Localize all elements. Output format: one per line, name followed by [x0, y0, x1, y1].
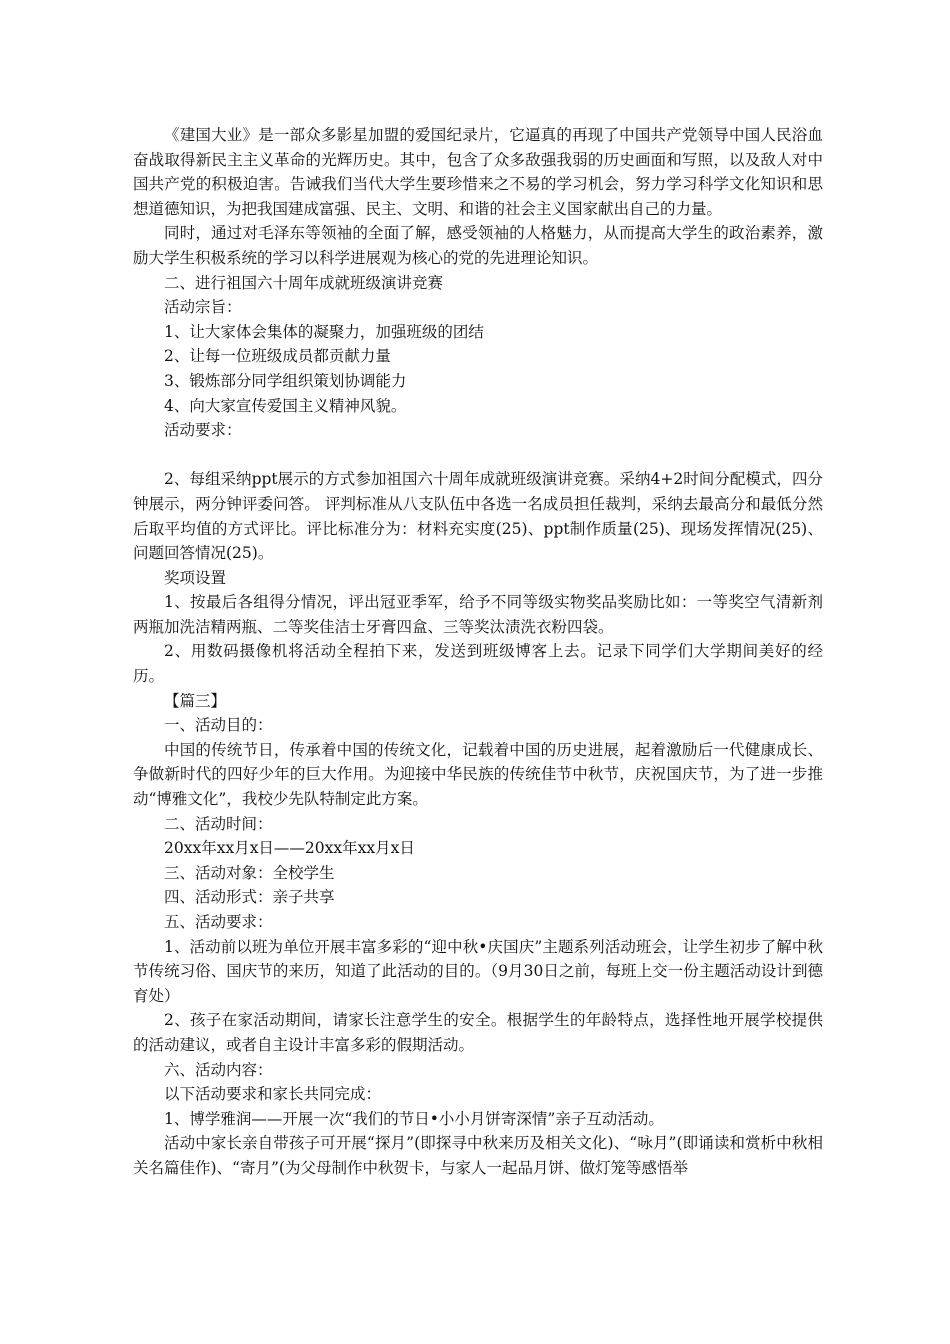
list-item: 2、孩子在家活动期间，请家长注意学生的安全。根据学生的年龄特点，选择性地开展学校提供的活动建议，或者自主设计丰富多彩的假期活动。	[133, 1011, 823, 1054]
blank-line	[133, 443, 823, 468]
paragraph: 20xx年xx月x日——20xx年xx月x日	[164, 839, 415, 858]
list-item: 3、锻炼部分同学组织策划协调能力	[164, 371, 407, 390]
list-item: 1、按最后各组得分情况，评出冠亚季军，给予不同等级实物奖品奖励比如：一等奖空气清新剂两瓶加洗洁精两瓶、二等奖佳洁士牙膏四盒、三等奖汰渍洗衣粉四袋。	[133, 593, 823, 636]
list-item: 2、用数码摄像机将活动全程拍下来，发送到班级博客上去。记录下同学们大学期间美好的经历。	[133, 642, 823, 686]
paragraph: 2、每组采纳ppt展示的方式参加祖国六十周年成就班级演讲竞赛。采纳4+2时间分配模式，四分钟展示，两分钟评委问答。 评判标准从八支队伍中各选一名成员担任裁判，采纳去最高分和最低分然后取平均值的方式评比。评比标准分为：材料充实度(25)、ppt制作质量(25)、现场发挥情况(25)、问题回答情况(25)。	[133, 470, 823, 563]
list-item: 2、让每一位班级成员都贡献力量	[164, 347, 391, 366]
section-heading: 五、活动要求：	[164, 913, 273, 931]
section-heading: 三、活动对象：全校学生	[164, 863, 335, 882]
paragraph: 活动中家长亲自带孩子可开展“探月”(即探寻中秋来历及相关文化)、“咏月”(即诵读和赏析中秋相关名篇佳作)、“寄月”(为父母制作中秋贺卡，与家人一起品月饼、做灯笼等感悟举	[133, 1134, 823, 1177]
paragraph: 中国的传统节日，传承着中国的传统文化，记载着中国的历史进展，起着激励后一代健康成长、争做新时代的四好少年的巨大作用。为迎接中华民族的传统佳节中秋节，庆祝国庆节，为了进一步推动“博雅文化”，我校少先队特制定此方案。	[133, 740, 823, 809]
list-item: 4、向大家宣传爱国主义精神风貌。	[164, 396, 407, 415]
subheading: 奖项设置	[164, 568, 227, 587]
section-heading: 一、活动目的：	[164, 716, 273, 735]
section-heading: 二、进行祖国六十周年成就班级演讲竞赛	[164, 273, 444, 292]
chapter-heading: 【篇三】	[164, 691, 227, 710]
paragraph: 《建国大业》是一部众多影星加盟的爱国纪录片，它逼真的再现了中国共产党领导中国人民浴血奋战取得新民主主义革命的光辉历史。其中，包含了众多敌强我弱的历史画面和写照，以及敌人对中国共产党的积极迫害。告诫我们当代大学生要珍惜来之不易的学习机会，努力学习科学文化知识和思想道德知识，为把我国建成富强、民主、文明、和谐的社会主义国家献出自己的力量。	[133, 126, 823, 218]
document-page	[133, 123, 823, 1181]
section-heading: 六、活动内容：	[164, 1060, 273, 1079]
paragraph: 以下活动要求和家长共同完成：	[164, 1085, 382, 1104]
section-heading: 四、活动形式：亲子共享	[164, 888, 335, 907]
subheading: 活动宗旨：	[164, 298, 242, 317]
list-item: 1、活动前以班为单位开展丰富多彩的“迎中秋•庆国庆”主题系列活动班会，让学生初步了解中秋节传统习俗、国庆节的来历，知道了此活动的目的。（9月30日之前，每班上交一份主题活动设计到德育处）	[133, 937, 823, 1005]
section-heading: 二、活动时间：	[164, 814, 273, 833]
paragraph: 同时，通过对毛泽东等领袖的全面了解，感受领袖的人格魅力，从而提高大学生的政治素养，激励大学生积极系统的学习以科学进展观为核心的党的先进理论知识。	[133, 224, 823, 267]
subheading: 活动要求：	[164, 421, 242, 440]
list-item: 1、让大家体会集体的凝聚力，加强班级的团结	[164, 322, 484, 341]
list-item: 1、博学雅润——开展一次“我们的节日•小小月饼寄深情”亲子互动活动。	[164, 1109, 664, 1128]
